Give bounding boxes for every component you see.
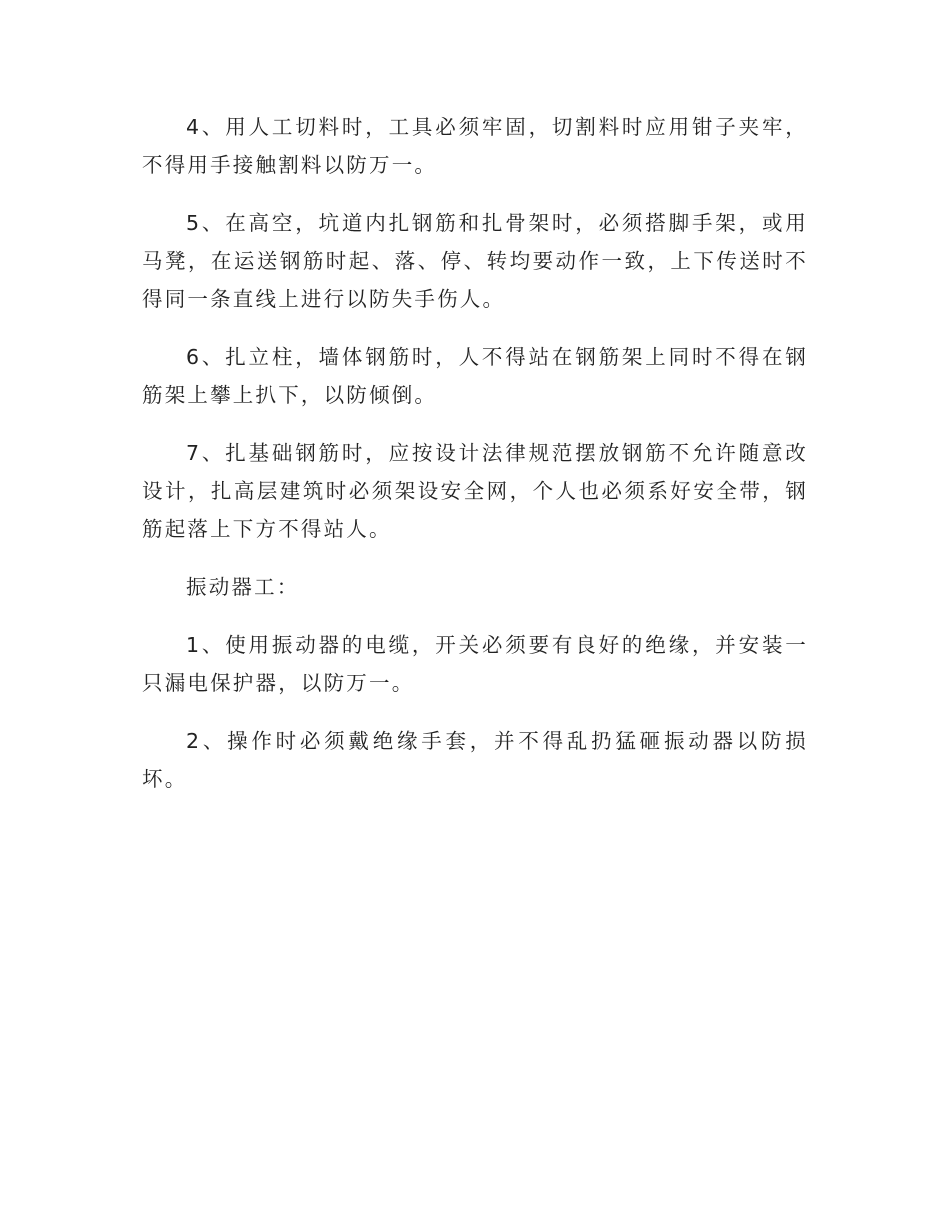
- document-body: [142, 108, 808, 818]
- paragraph-item-1: 1、使用振动器的电缆，开关必须要有良好的绝缘，并安装一只漏电保护器，以防万一。: [142, 633, 808, 695]
- paragraph-item-7: 7、扎基础钢筋时，应按设计法律规范摆放钢筋不允许随意改设计，扎高层建筑时必须架设安全网，个人也必须系好安全带，钢筋起落上下方不得站人。: [142, 441, 808, 541]
- paragraph-item-2: 2、操作时必须戴绝缘手套，并不得乱扔猛砸振动器以防损坏。: [142, 729, 808, 791]
- paragraph-item-5: 5、在高空，坑道内扎钢筋和扎骨架时，必须搭脚手架，或用马凳，在运送钢筋时起、落、停、转均要动作一致，上下传送时不得同一条直线上进行以防失手伤人。: [142, 211, 808, 311]
- section-heading-vibrator-worker: 振动器工：: [186, 575, 300, 599]
- paragraph-item-4: 4、用人工切料时，工具必须牢固，切割料时应用钳子夹牢，不得用手接触割料以防万一。: [142, 115, 808, 177]
- paragraph-item-6: 6、扎立柱，墙体钢筋时，人不得站在钢筋架上同时不得在钢筋架上攀上扒下，以防倾倒。: [142, 345, 808, 407]
